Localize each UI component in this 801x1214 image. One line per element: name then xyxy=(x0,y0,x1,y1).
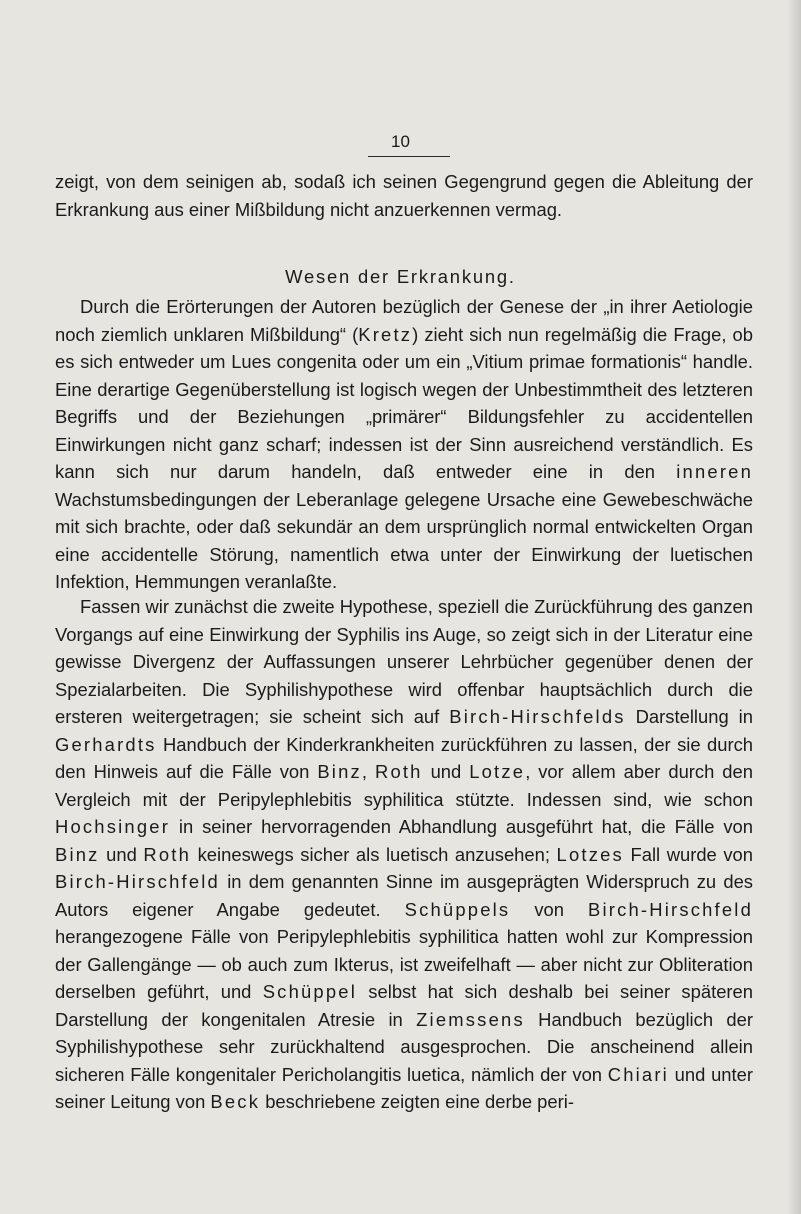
text-segment: Fall wurde von xyxy=(623,843,753,865)
text-segment: selbst hat sich deshalb bei seiner späteren Darstellung der kongenitalen Atresie in xyxy=(55,981,754,1030)
author-name: Birch-Hirschfeld xyxy=(55,871,220,892)
author-name: Binz xyxy=(55,843,100,865)
text-segment: in seiner hervorragenden Abhandlung ausgeführt hat, die Fälle von xyxy=(170,816,753,837)
page-number: 10 xyxy=(391,132,410,151)
emphasis-word: inneren xyxy=(676,461,753,482)
author-name: Lotze xyxy=(469,761,526,782)
paragraph-1-line-2: Erkrankung aus einer Mißbildung nicht anzuerkennen vermag. xyxy=(55,198,563,220)
page-edge-shadow xyxy=(787,0,801,1214)
author-name: Birch-Hirschfeld xyxy=(588,898,754,920)
text-segment: in dem genannten Sinne im ausgeprägten Widerspruch zu des Autors eigener Angabe gedeutet. xyxy=(55,871,753,920)
text-segment: ) zieht sich nun regelmäßig die Frage, ob es sich entweder um Lues congenita oder um ein „Vitium primae formationis“ handle. Eine derartige Gegenüberstellung ist logisch wegen der Unbestimmtheit des letzteren Begriffs und der Beziehungen „primärer“ Bildungsfehler zu accidentellen Einwirkungen nicht ganz scharf; indessen ist der Sinn ausreichend verständlich. Es kann sich nur darum handeln, daß entweder eine in den xyxy=(55,323,753,482)
text-segment: beschriebene zeigten eine derbe peri- xyxy=(260,1091,574,1112)
text-segment: Handbuch der Kinderkrankheiten zurückführen zu lassen, der sie durch den Hinweis auf die Fälle von xyxy=(55,733,753,782)
text-segment: und xyxy=(422,761,470,782)
paragraph-continuation xyxy=(55,168,753,223)
text-segment: Wachstumsbedingungen der Leberanlage gelegene Ursache eine Gewebeschwäche mit sich brachte, oder daß sekundär an dem ursprünglich normal entwickelten Organ eine accidentelle Störung, namentlich etwa unter der Einwirkung der luetischen Infektion, Hemmungen veranlaßte. xyxy=(55,488,753,592)
text-segment: Darstellung in xyxy=(625,706,753,727)
text-segment: und unter seiner Leitung von xyxy=(55,1063,753,1112)
author-name: Schüppels xyxy=(404,898,511,920)
text-segment: Durch die Erörterungen der Autoren bezüglich der Genese der „in ihrer Aetiologie noch ziemlich unklaren Mißbildung“ ( xyxy=(55,296,753,345)
author-name: Beck xyxy=(210,1091,261,1112)
text-segment: und xyxy=(99,843,144,865)
paragraph-syphilis-hypothesis xyxy=(55,593,753,1116)
text-segment: , vor allem aber durch den Vergleich mit der Peripylephlebitis syphilitica stützte. Indessen sind, wie schon xyxy=(55,761,753,810)
author-name: Gerhardts xyxy=(55,733,157,755)
author-name: Ziemssens xyxy=(416,1008,525,1030)
author-name: Lotzes xyxy=(556,843,624,865)
text-segment: , xyxy=(361,761,375,782)
page-number-underline xyxy=(368,156,450,157)
author-name: Kretz xyxy=(358,323,413,345)
author-name: Schüppel xyxy=(262,981,358,1002)
author-name: Roth xyxy=(374,761,423,782)
author-name: Birch-Hirschfelds xyxy=(449,706,626,727)
author-name: Binz xyxy=(317,761,362,782)
author-name: Chiari xyxy=(607,1063,669,1085)
section-heading: Wesen der Erkrankung. xyxy=(285,266,516,287)
text-segment: keineswegs sicher als luetisch anzusehen; xyxy=(191,843,557,865)
author-name: Roth xyxy=(143,843,192,865)
paragraph-1-line-1: zeigt, von dem seinigen ab, sodaß ich seinen Gegengrund gegen die Ableitung der xyxy=(55,171,753,192)
text-segment: Handbuch bezüglich der Syphilishypothese sehr zurückhaltend ausgesprochen. Die anscheinend allein sicheren Fälle kongenitaler Pericholangitis luetica, nämlich der von xyxy=(55,1008,753,1085)
text-segment: Fassen wir zunächst die zweite Hypothese, speziell die Zurückführung des ganzen Vorgangs auf eine Einwirkung der Syphilis ins Auge, so zeigt sich in der Literatur eine gewisse Divergenz der Auffassungen unserer Lehrbücher gegenüber denen der Spezialarbeiten. Die Syphilishypothese wird offenbar hauptsächlich durch die ersteren weitergetragen; sie scheint sich auf xyxy=(55,596,753,727)
text-segment: von xyxy=(510,898,589,920)
text-segment: herangezogene Fälle von Peripylephlebitis syphilitica hatten wohl zur Kompression der Gallengänge — ob auch zum Ikterus, ist zweifelhaft — aber nicht zur Obliteration derselben geführt, und xyxy=(55,926,753,1002)
paragraph-wesen xyxy=(55,293,753,596)
author-name: Hochsinger xyxy=(55,816,171,837)
